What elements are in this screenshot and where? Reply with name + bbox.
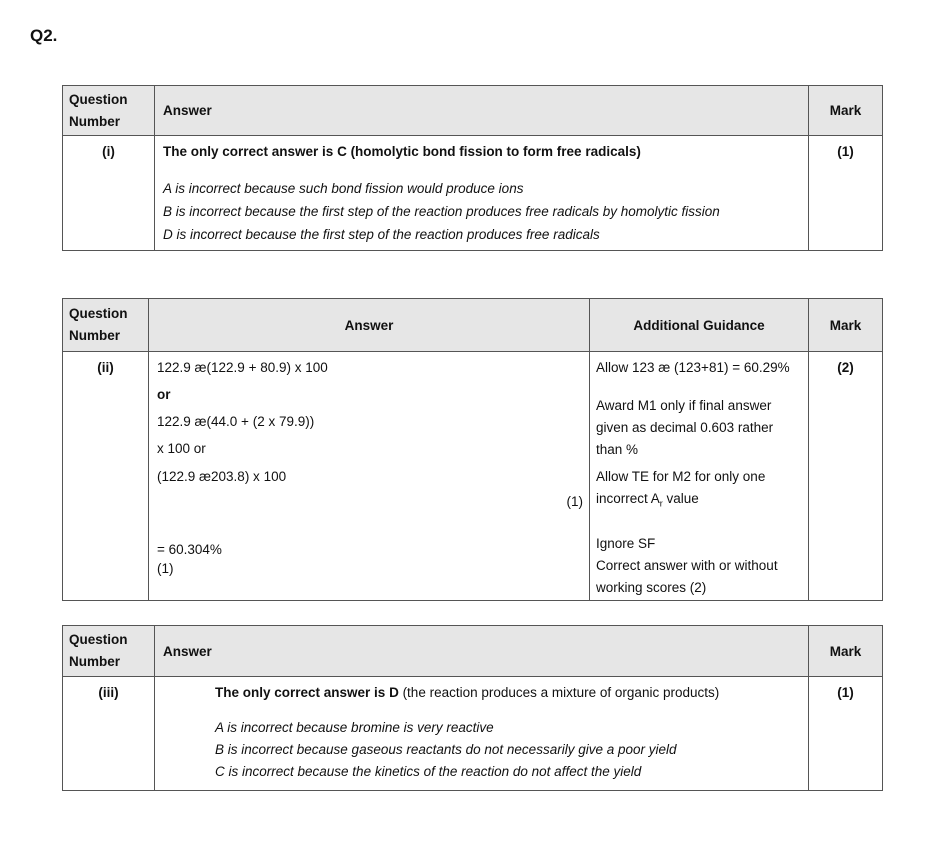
explanation-b: B is incorrect because gaseous reactants do not necessarily give a poor yield xyxy=(215,742,677,757)
explanation-c: C is incorrect because the kinetics of the reaction do not affect the yield xyxy=(215,764,642,779)
explanation-a: A is incorrect because such bond fission would produce ions xyxy=(163,181,524,196)
header-answer: Answer xyxy=(149,299,590,352)
mark-ii: (2) xyxy=(809,352,883,601)
answer-line-or: or xyxy=(157,387,171,402)
mark-scheme-table-i xyxy=(62,85,883,251)
header-mark: Mark xyxy=(809,86,883,136)
m2-mark: (1) xyxy=(157,561,174,576)
guidance-line-6: incorrect $A_r$ value xyxy=(596,491,699,509)
explanation-d: D is incorrect because the first step of the reaction produces free radicals xyxy=(163,227,600,242)
answer-cell-iii xyxy=(155,677,809,791)
header-additional-guidance: Additional Guidance xyxy=(590,299,809,352)
header-question-number: Question Number xyxy=(63,299,149,352)
mark-scheme-table-ii xyxy=(62,298,883,601)
answer-cell-i xyxy=(155,136,809,251)
answer-line-3: x 100 or xyxy=(157,441,206,456)
mark-scheme-table-iii xyxy=(62,625,883,791)
page-title: Q2. xyxy=(30,26,58,45)
mark-iii: (1) xyxy=(809,677,883,791)
answer-line-2: 122.9 æ(44.0 + (2 x 79.9)) xyxy=(157,414,315,429)
guidance-line-9: working scores (2) xyxy=(596,580,707,595)
guidance-line-3: given as decimal 0.603 rather xyxy=(596,420,774,435)
guidance-line-2: Award M1 only if final answer xyxy=(596,398,772,413)
answer-line-final: = 60.304% xyxy=(157,542,222,557)
header-answer: Answer xyxy=(155,626,809,677)
m1-mark: (1) xyxy=(566,494,583,509)
guidance-line-8: Correct answer with or without xyxy=(596,558,778,573)
header-answer: Answer xyxy=(155,86,809,136)
header-mark: Mark xyxy=(809,299,883,352)
guidance-cell-ii xyxy=(590,352,809,601)
explanation-b: B is incorrect because the first step of the reaction produces free radicals by homolytic fission xyxy=(163,204,720,219)
correct-answer: The only correct answer is C (homolytic bond fission to form free radicals) xyxy=(163,144,641,159)
answer-line-4: (122.9 æ203.8) x 100 xyxy=(157,469,287,484)
guidance-line-1: Allow 123 æ (123+81) = 60.29% xyxy=(596,360,790,375)
question-number-ii: (ii) xyxy=(63,352,149,601)
question-number-iii: (iii) xyxy=(63,677,155,791)
header-question-number: Question Number xyxy=(63,86,155,136)
explanation-a: A is incorrect because bromine is very reactive xyxy=(215,720,494,735)
correct-answer: The only correct answer is D (the reaction produces a mixture of organic products) xyxy=(215,685,720,700)
mark-i: (1) xyxy=(809,136,883,251)
header-mark: Mark xyxy=(809,626,883,677)
guidance-line-4: than % xyxy=(596,442,639,457)
answer-line-1: 122.9 æ(122.9 + 80.9) x 100 xyxy=(157,360,328,375)
answer-cell-ii xyxy=(149,352,590,601)
guidance-line-7: Ignore SF xyxy=(596,536,656,551)
guidance-line-5: Allow TE for M2 for only one xyxy=(596,469,766,484)
question-number-i: (i) xyxy=(63,136,155,251)
header-question-number: Question Number xyxy=(63,626,155,677)
